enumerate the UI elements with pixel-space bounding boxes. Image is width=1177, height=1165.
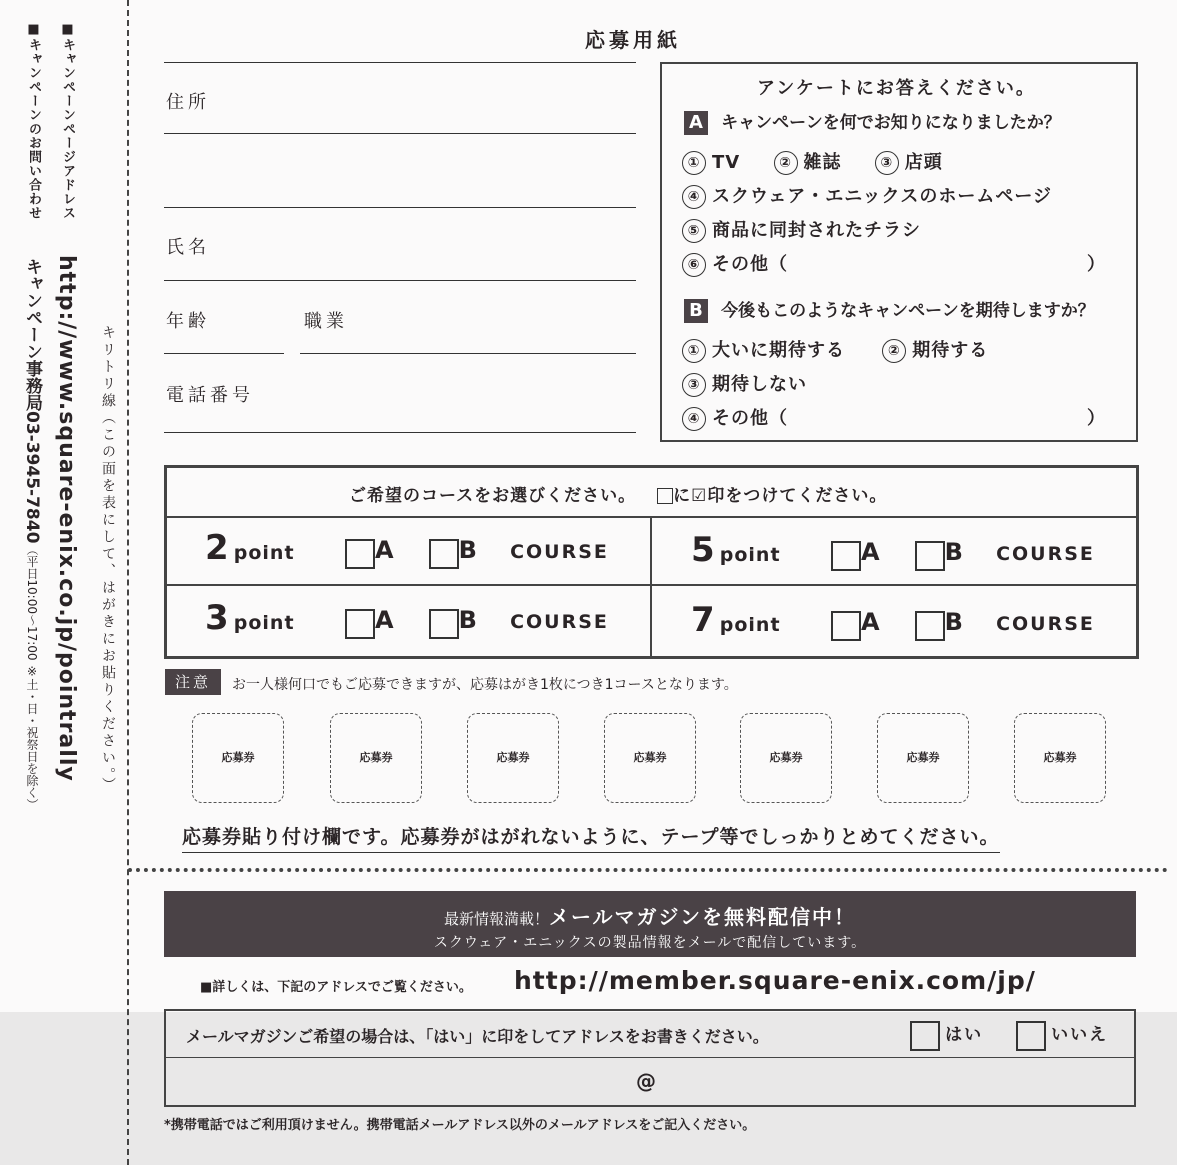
course-3-b-checkbox[interactable] <box>429 609 459 639</box>
member-url[interactable]: http://member.square-enix.com/jp/ <box>514 966 1036 995</box>
banner-line-1: 最新情報満載！メールマガジンを無料配信中！ <box>443 905 857 929</box>
contact-info <box>20 258 45 810</box>
yes-option[interactable]: はい <box>910 1020 983 1051</box>
course-7-a-checkbox[interactable] <box>831 611 861 641</box>
address-line-2[interactable] <box>164 207 636 208</box>
office-phone: キャンペーン事務局03-3945-7840 <box>22 258 42 544</box>
qb-options-row1 <box>682 336 988 363</box>
office-hours: （平日10:00〜17:00 ※土・日・祝祭日を除く） <box>25 543 39 811</box>
qa-options-row1 <box>682 148 943 175</box>
qb-option-no[interactable]: ③ 期待しない <box>682 370 807 397</box>
age-line[interactable] <box>164 353 284 354</box>
mail-divider <box>166 1057 1134 1058</box>
course-5-b-checkbox[interactable] <box>915 541 945 571</box>
no-option[interactable]: いいえ <box>1016 1020 1108 1051</box>
course-2-b-checkbox[interactable] <box>429 539 459 569</box>
course-heading: ご希望のコースをお選びください。 に☑印をつけてください。 <box>349 486 888 506</box>
qa-option-homepage[interactable]: ④ スクウェア・エニックスのホームページ <box>682 182 1052 209</box>
name-label: 氏名 <box>166 237 210 258</box>
course-2-options: A B COURSE <box>345 536 609 569</box>
qb-option-other[interactable]: ④ その他（ <box>682 404 788 431</box>
qa-option-flyer[interactable]: ⑤ 商品に同封されたチラシ <box>682 216 921 243</box>
course-7-b-checkbox[interactable] <box>915 611 945 641</box>
address-label: 住所 <box>166 92 210 113</box>
mail-signup-box <box>164 1009 1136 1107</box>
qa-option-tv[interactable]: ① TV <box>682 152 740 173</box>
ticket-slot[interactable]: 応募券 <box>877 713 969 803</box>
course-2-point: 2 point <box>205 528 295 568</box>
dotted-separator <box>128 868 1168 872</box>
ticket-slot[interactable]: 応募券 <box>330 713 422 803</box>
qa-option-other[interactable]: ⑥ その他（ <box>682 250 788 277</box>
age-label: 年齢 <box>166 311 210 332</box>
course-5-options: A B COURSE <box>831 538 1095 571</box>
mail-question: メールマガジンご希望の場合は、「はい」に印をしてアドレスをお書きください。 <box>186 1027 769 1046</box>
campaign-page-label: ■キャンペーンページアドレス <box>60 22 75 220</box>
yes-checkbox[interactable] <box>910 1021 940 1051</box>
email-address-field[interactable]: @ <box>636 1069 656 1093</box>
question-a-badge: A <box>684 111 708 135</box>
job-label: 職業 <box>304 311 348 332</box>
name-line[interactable] <box>164 280 636 281</box>
mobile-footnote: *携帯電話ではご利用頂けません。携帯電話メールアドレス以外のメールアドレスをご記入ください。 <box>164 1118 756 1133</box>
cut-line <box>127 0 129 1165</box>
no-checkbox[interactable] <box>1016 1021 1046 1051</box>
ticket-slot[interactable]: 応募券 <box>740 713 832 803</box>
campaign-url[interactable]: http://www.square-enix.co.jp/pointrally <box>54 255 79 782</box>
banner-line-2: スクウェア・エニックスの製品情報をメールで配信しています。 <box>433 935 867 951</box>
survey-heading: アンケートにお答えください。 <box>757 78 1036 99</box>
question-a-text: キャンペーンを何でお知りになりましたか？ <box>721 113 1061 133</box>
question-b-text: 今後もこのようなキャンペーンを期待しますか？ <box>721 301 1095 321</box>
course-5-point: 5 point <box>691 530 781 570</box>
qa-close-paren: ） <box>1087 254 1106 275</box>
ticket-slot[interactable]: 応募券 <box>192 713 284 803</box>
course-3-a-checkbox[interactable] <box>345 609 375 639</box>
cut-line-label: キリトリ線（この面を表にして、はがきにお貼りください。） <box>100 325 116 794</box>
phone-line[interactable] <box>164 432 636 433</box>
course-2-a-checkbox[interactable] <box>345 539 375 569</box>
course-7-point: 7 point <box>691 600 781 640</box>
notice-text: お一人様何口でもご応募できますが、応募はがき1枚につき1コースとなります。 <box>232 677 738 693</box>
details-label: ■詳しくは、下記のアドレスでご覧ください。 <box>200 980 472 995</box>
course-table <box>164 465 1139 659</box>
question-b <box>684 296 1095 323</box>
qa-option-magazine[interactable]: ② 雑誌 <box>774 152 842 173</box>
question-a <box>684 108 1061 135</box>
qb-close-paren: ） <box>1087 408 1106 429</box>
ticket-slot[interactable]: 応募券 <box>604 713 696 803</box>
course-divider-vertical <box>650 516 652 656</box>
address-top-line <box>164 62 636 63</box>
paste-instruction: 応募券貼り付け欄です。応募券がはがれないように、テープ等でしっかりとめてください。 <box>182 822 1000 853</box>
ticket-slot[interactable]: 応募券 <box>467 713 559 803</box>
heading-box-icon <box>657 488 673 504</box>
phone-label: 電話番号 <box>166 385 254 406</box>
qa-option-store[interactable]: ③ 店頭 <box>875 152 943 173</box>
contact-label: ■キャンペーンのお問い合わせ <box>26 22 41 220</box>
heading-check-icon: ☑ <box>691 486 708 506</box>
qb-option-yes[interactable]: ② 期待する <box>882 340 988 361</box>
course-7-options: A B COURSE <box>831 608 1095 641</box>
mail-banner <box>164 891 1136 957</box>
survey-box <box>660 62 1138 442</box>
question-b-badge: B <box>684 299 708 323</box>
address-line-1[interactable] <box>164 133 636 134</box>
ticket-slot[interactable]: 応募券 <box>1014 713 1106 803</box>
course-3-options: A B COURSE <box>345 606 609 639</box>
qb-option-very[interactable]: ① 大いに期待する <box>682 340 845 361</box>
form-title: 応募用紙 <box>585 28 681 52</box>
job-line[interactable] <box>300 353 636 354</box>
course-5-a-checkbox[interactable] <box>831 541 861 571</box>
course-3-point: 3 point <box>205 598 295 638</box>
notice-badge: 注意 <box>165 669 221 695</box>
